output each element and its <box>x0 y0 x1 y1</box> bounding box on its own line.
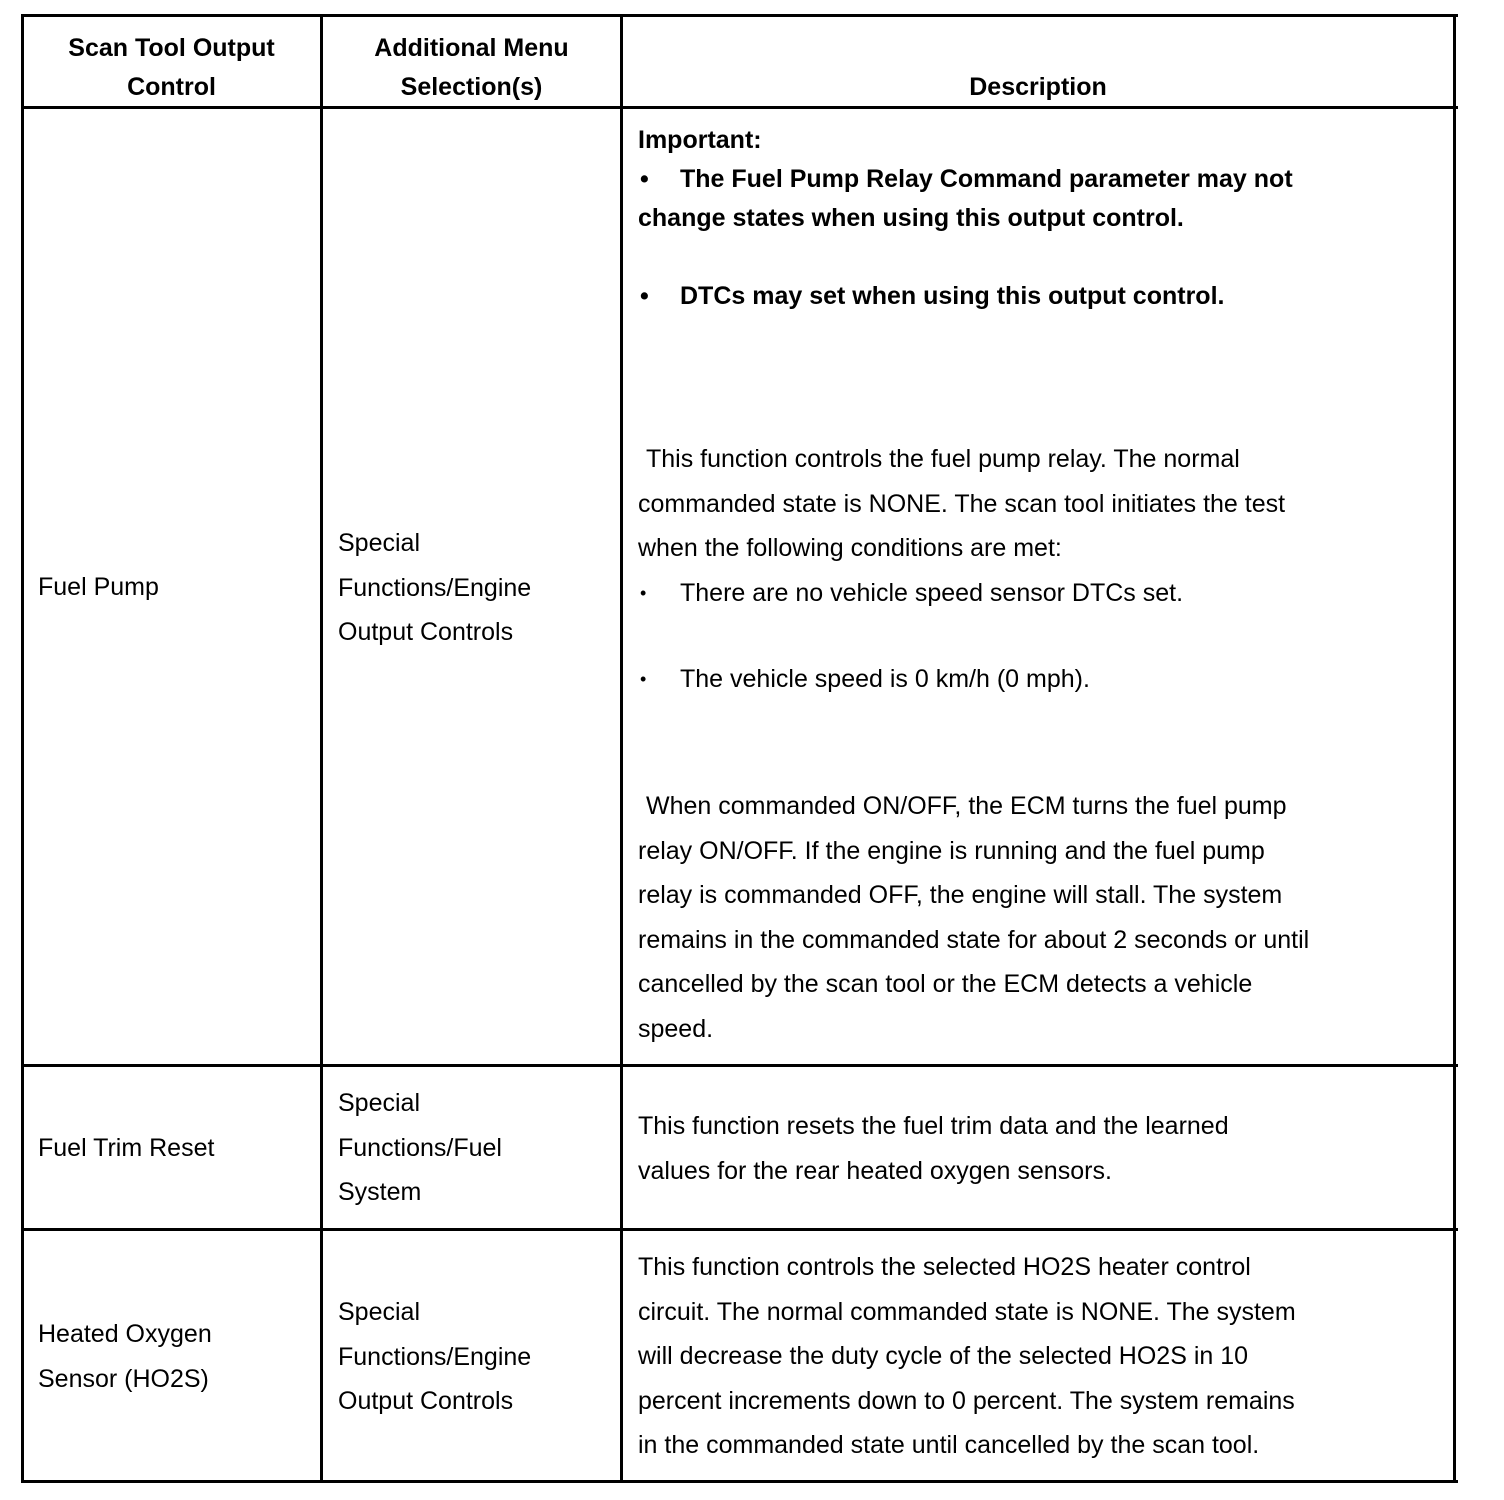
bullet-icon: • <box>640 282 649 310</box>
fuel-pump-paragraph-1: This function controls the fuel pump relay. The normal commanded state is NONE. The scan tool initiates the test when the following conditions are met: <box>638 445 1286 562</box>
bullet-icon: • <box>640 669 647 689</box>
row-fuel-pump-menu: Special Functions/Engine Output Controls <box>338 529 532 646</box>
table-right-border <box>1453 14 1456 1483</box>
fuel-pump-paragraph-2: When commanded ON/OFF, the ECM turns the fuel pump relay ON/OFF. If the engine is running and the fuel pump relay is commanded OFF, the engine will stall. The system remains in the commanded state for about 2 seconds or until cancelled by the scan tool or the ECM detects a vehicle speed. <box>638 792 1310 1043</box>
row-fuel-trim-reset-menu: Special Functions/Fuel System <box>338 1089 502 1206</box>
row-ho2s-control: Heated Oxygen Sensor (HO2S) <box>38 1320 212 1393</box>
output-controls-table: Scan Tool Output Control Additional Menu Selection(s) Description Fuel Pump Special Functions/Engine Output Controls Important: • The Fuel Pump Relay Command parameter may not change states when using this output control. • DTCs may set when using this output control. This function controls the fuel pump relay. The normal commanded state is NONE. The scan tool initiates the test when the following conditions are met: • There are no vehicle speed sensor DTCs set. • The vehicle speed is 0 km/h (0 mph). When commanded ON/OFF, the ECM turns the fuel pump relay ON/OFF. If the engine is running and the fuel pump relay is commanded OFF, the engine will stall. The system remains in the commanded state for about 2 seconds or until cancelled by the scan tool or the ECM detects a vehicle speed. Fuel Trim Reset Special Functions/Fuel System This function resets the fuel trim data and the learned values for the rear heated oxygen sensors. Heated Oxygen Sensor (HO2S) Special Functions/Engine Output Controls This function controls the selected HO2S heater control circuit. The normal commanded state is NONE. The system will decrease the duty cycle of the selected HO2S in 10 percent increments down to 0 percent. The system remains in the commanded state until cancelled by the scan tool. <box>21 14 1458 1483</box>
table-bottom-border <box>21 1480 1458 1483</box>
row1-bottom-border <box>21 1064 1458 1067</box>
row-fuel-pump-control: Fuel Pump <box>38 573 159 601</box>
bullet-icon: • <box>640 583 647 603</box>
row-fuel-trim-reset-description: This function resets the fuel trim data and the learned values for the rear heated oxygen sensors. <box>638 1112 1229 1185</box>
row2-bottom-border <box>21 1228 1458 1231</box>
table-top-border <box>21 14 1458 17</box>
header-additional-menu-selections: Additional Menu Selection(s) <box>374 34 569 101</box>
col1-divider <box>320 14 323 1483</box>
row-ho2s-menu: Special Functions/Engine Output Controls <box>338 1298 532 1415</box>
table-left-border <box>21 14 24 1483</box>
bullet-icon: • <box>640 165 649 193</box>
header-scan-tool-output-control: Scan Tool Output Control <box>68 34 275 101</box>
important-bullet-1-cont: change states when using this output control. <box>638 204 1184 232</box>
row-ho2s-description: This function controls the selected HO2S heater control circuit. The normal commanded state is NONE. The system will decrease the duty cycle of the selected HO2S in 10 percent increments down to 0 percent. The system remains in the commanded state until cancelled by the scan tool. <box>638 1253 1296 1459</box>
row-fuel-trim-reset-control: Fuel Trim Reset <box>38 1134 215 1162</box>
header-description: Description <box>969 73 1107 101</box>
col2-divider <box>620 14 623 1483</box>
important-label: Important: <box>638 126 762 154</box>
